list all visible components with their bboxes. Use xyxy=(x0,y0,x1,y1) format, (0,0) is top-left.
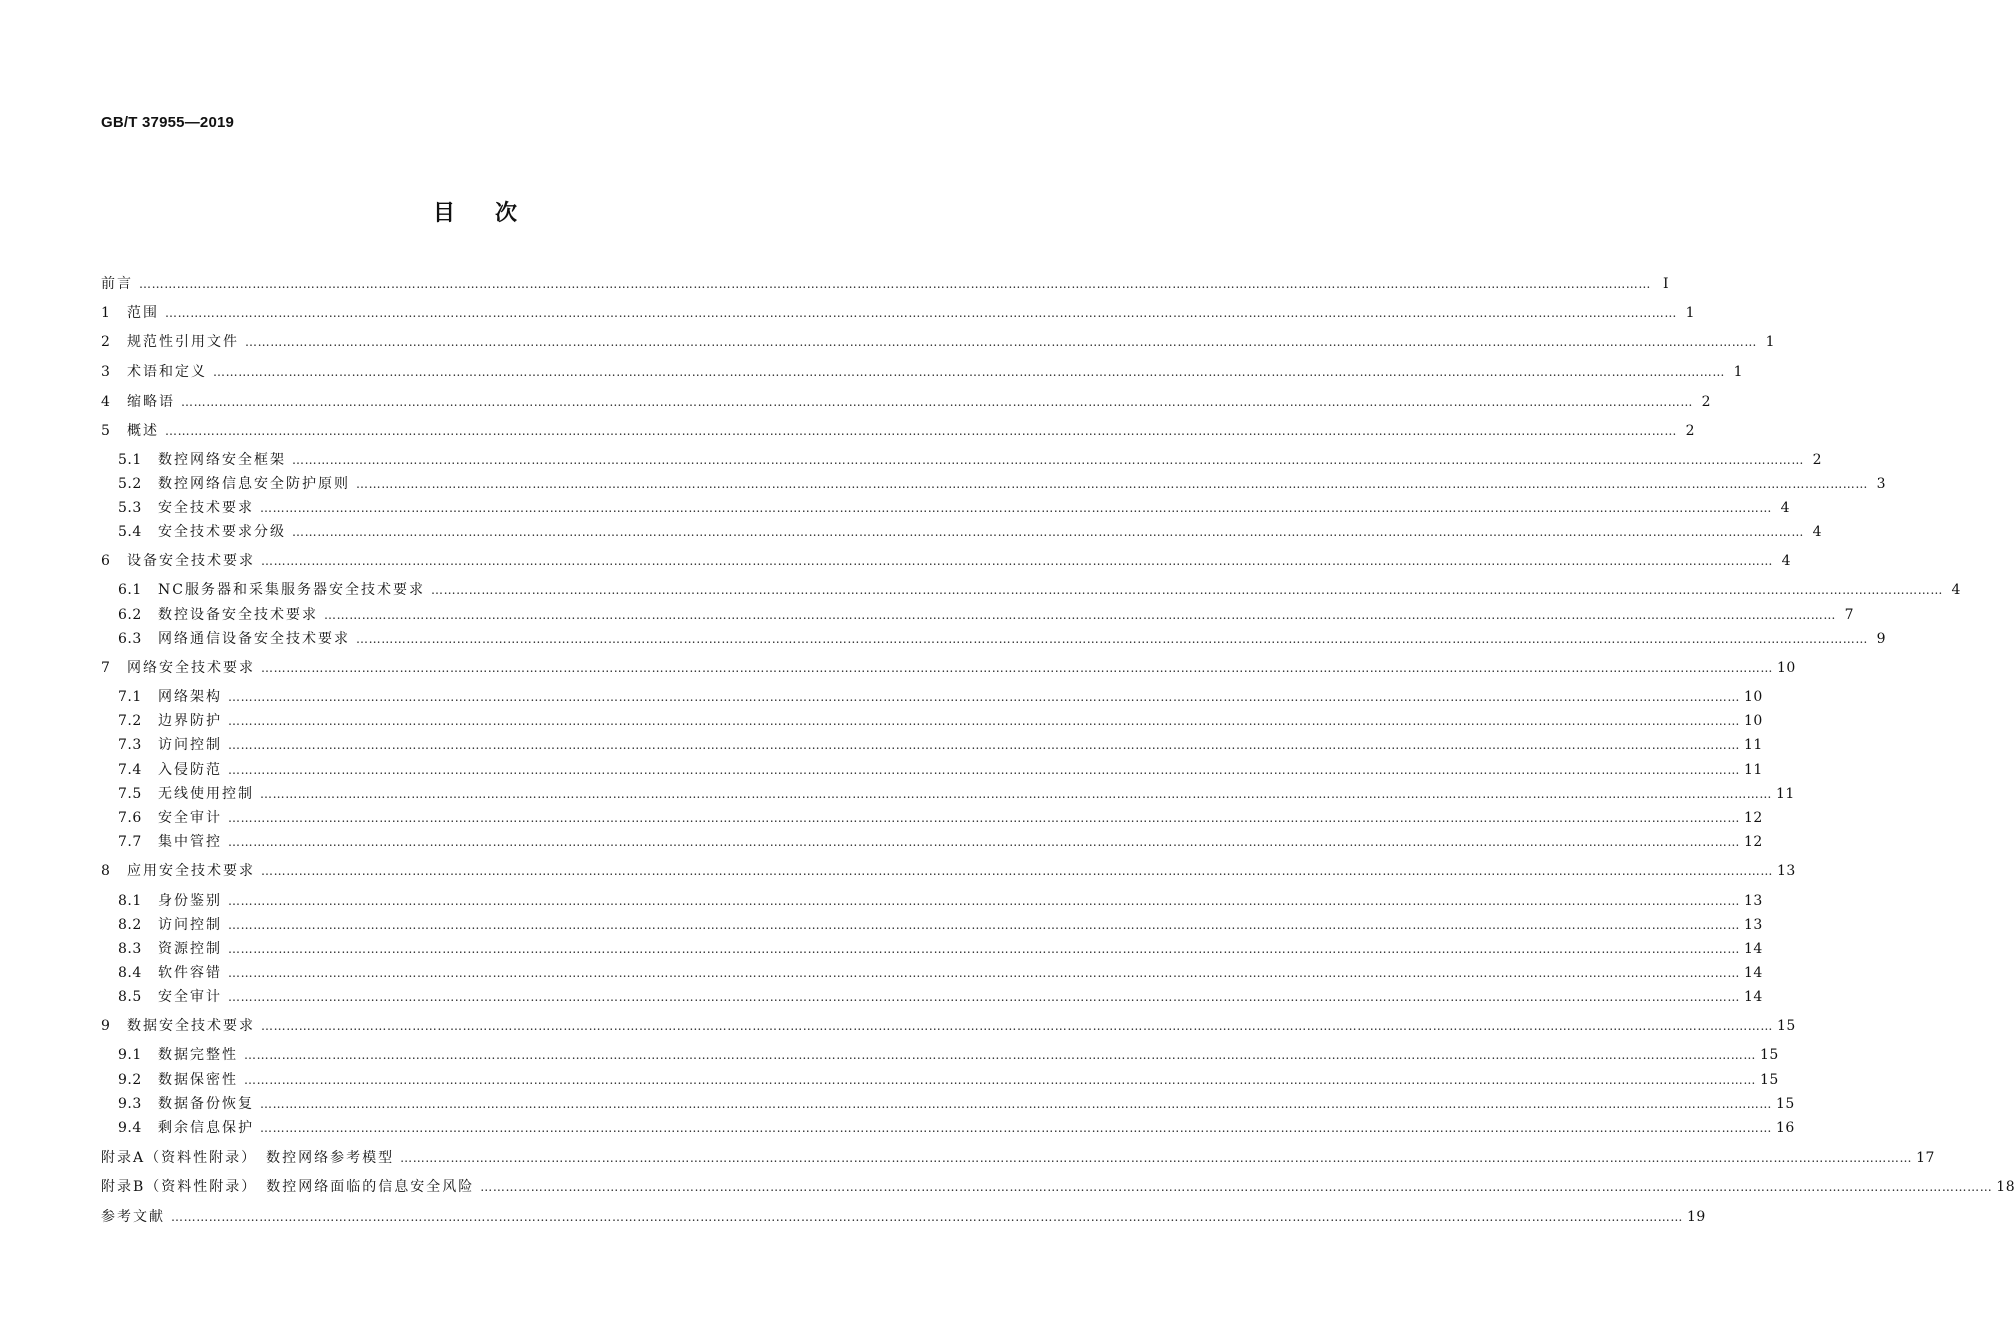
toc-dot-leader: ……………………………………………………………………………………………………………………………………………………………………………………………………………………………………………………………………………………………………………………………… xyxy=(400,1151,1913,1165)
toc-entry[interactable] xyxy=(118,521,1822,543)
toc-entry[interactable] xyxy=(101,1147,1935,1169)
toc-entry-page: 18 xyxy=(1996,1179,2015,1195)
toc-dot-leader: ……………………………………………………………………………………………………………………………………………………………………………………………………………………………………………………………………………………………………………………………… xyxy=(165,424,1677,438)
toc-entry-title: 前言 xyxy=(101,276,133,292)
toc-entry-title: 身份鉴别 xyxy=(158,893,222,909)
toc-entry-title: 数据保密性 xyxy=(158,1072,238,1088)
toc-entry-page: 15 xyxy=(1776,1096,1795,1112)
toc-entry-title: 附录A（资料性附录） 数控网络参考模型 xyxy=(101,1150,395,1166)
toc-entry-title: 软件容错 xyxy=(158,965,222,981)
toc-entry-title: 数控设备安全技术要求 xyxy=(158,607,318,623)
toc-entry-page: 14 xyxy=(1744,989,1763,1005)
toc-entry-number: 8 xyxy=(101,863,111,879)
toc-entry-title: 安全审计 xyxy=(158,989,222,1005)
toc-entry-page: 9 xyxy=(1876,631,1886,647)
toc-dot-leader: ……………………………………………………………………………………………………………………………………………………………………………………………………………………………………………………………………………………………………………………………… xyxy=(228,714,1740,728)
page-title: 目次 xyxy=(432,201,557,226)
toc-entry-page: 1 xyxy=(1765,334,1775,350)
toc-entry-title: 访问控制 xyxy=(158,917,222,933)
toc-dot-leader: ……………………………………………………………………………………………………………………………………………………………………………………………………………………………………………………………………………………………………………………………… xyxy=(228,690,1740,704)
toc-entry-page: 14 xyxy=(1744,941,1763,957)
toc-entry-page: 12 xyxy=(1744,810,1763,826)
toc-entry-number: 3 xyxy=(101,364,111,380)
toc-entry-number: 8.2 xyxy=(118,917,142,933)
toc-entry-title: 参考文献 xyxy=(101,1209,165,1225)
standard-number: GB/T 37955—2019 xyxy=(101,114,235,131)
toc-entry-number: 6.3 xyxy=(118,631,142,647)
toc-dot-leader: ……………………………………………………………………………………………………………………………………………………………………………………………………………………………………………………………………………………………………………………………… xyxy=(228,738,1740,752)
toc-entry-number: 8.1 xyxy=(118,893,142,909)
toc-dot-leader: ……………………………………………………………………………………………………………………………………………………………………………………………………………………………………………………………………………………………………………………………… xyxy=(260,787,1772,801)
toc-entry[interactable] xyxy=(118,962,1763,984)
toc-entry-title: 网络架构 xyxy=(158,689,222,705)
toc-dot-leader: ……………………………………………………………………………………………………………………………………………………………………………………………………………………………………………………………………………………………………………………………… xyxy=(228,990,1740,1004)
toc-entry-number: 7.2 xyxy=(118,713,142,729)
toc-entry-number: 1 xyxy=(101,305,111,321)
toc-entry-page: 13 xyxy=(1744,917,1763,933)
toc-entry[interactable] xyxy=(118,710,1763,732)
toc-entry[interactable] xyxy=(101,860,1796,882)
toc-entry-number: 7.7 xyxy=(118,834,142,850)
toc-entry-page: 4 xyxy=(1812,524,1822,540)
toc-dot-leader: ……………………………………………………………………………………………………………………………………………………………………………………………………………………………………………………………………………………………………………………………… xyxy=(261,554,1773,568)
toc-dot-leader: ……………………………………………………………………………………………………………………………………………………………………………………………………………………………………………………………………………………………………………………………… xyxy=(181,395,1693,409)
toc-entry[interactable] xyxy=(101,1015,1796,1037)
toc-entry-title: 安全技术要求分级 xyxy=(158,524,286,540)
toc-entry-number: 7.5 xyxy=(118,786,142,802)
toc-entry-title: 入侵防范 xyxy=(158,762,222,778)
toc-entry-page: 11 xyxy=(1744,762,1763,778)
toc-entry-page: 15 xyxy=(1777,1018,1796,1034)
toc-dot-leader: ……………………………………………………………………………………………………………………………………………………………………………………………………………………………………………………………………………………………………………………………… xyxy=(244,1073,1756,1087)
toc-entry-number: 7.3 xyxy=(118,737,142,753)
toc-entry[interactable] xyxy=(118,1093,1795,1115)
toc-entry-title: 安全审计 xyxy=(158,810,222,826)
toc-entry-title: 安全技术要求 xyxy=(158,500,254,516)
toc-entry-page: 15 xyxy=(1760,1072,1779,1088)
toc-entry-page: 10 xyxy=(1744,713,1763,729)
toc-entry-number: 5.1 xyxy=(118,452,142,468)
toc-entry[interactable] xyxy=(118,1069,1779,1091)
toc-entry-title: 术语和定义 xyxy=(127,364,207,380)
toc-entry[interactable] xyxy=(101,1176,2015,1198)
toc-entry[interactable] xyxy=(118,938,1763,960)
toc-dot-leader: ……………………………………………………………………………………………………………………………………………………………………………………………………………………………………………………………………………………………………………………………… xyxy=(228,942,1740,956)
toc-entry-title: 资源控制 xyxy=(158,941,222,957)
toc-entry[interactable] xyxy=(118,579,1961,601)
toc-dot-leader: ……………………………………………………………………………………………………………………………………………………………………………………………………………………………………………………………………………………………………………………………… xyxy=(228,966,1740,980)
toc-entry-title: 网络安全技术要求 xyxy=(127,660,255,676)
toc-dot-leader: ……………………………………………………………………………………………………………………………………………………………………………………………………………………………………………………………………………………………………………………………… xyxy=(260,1121,1772,1135)
toc-entry[interactable] xyxy=(118,449,1822,471)
toc-entry-page: 19 xyxy=(1687,1209,1706,1225)
toc-entry-title: 数据完整性 xyxy=(158,1047,238,1063)
toc-entry[interactable] xyxy=(118,831,1763,853)
toc-entry[interactable] xyxy=(118,686,1763,708)
toc-dot-leader: ……………………………………………………………………………………………………………………………………………………………………………………………………………………………………………………………………………………………………………………………… xyxy=(171,1210,1683,1224)
toc-entry-page: 13 xyxy=(1777,863,1796,879)
toc-entry-page: 16 xyxy=(1776,1120,1795,1136)
toc-entry-number: 2 xyxy=(101,334,111,350)
toc-entry-page: Ⅰ xyxy=(1662,276,1669,292)
toc-dot-leader: ……………………………………………………………………………………………………………………………………………………………………………………………………………………………………………………………………………………………………………………………… xyxy=(292,525,1804,539)
toc-entry-page: 11 xyxy=(1744,737,1763,753)
toc-dot-leader: ……………………………………………………………………………………………………………………………………………………………………………………………………………………………………………………………………………………………………………………………… xyxy=(213,365,1725,379)
toc-entry-number: 9.1 xyxy=(118,1047,142,1063)
toc-entry-title: 剩余信息保护 xyxy=(158,1120,254,1136)
toc-entry-number: 9.2 xyxy=(118,1072,142,1088)
toc-entry-number: 6.1 xyxy=(118,582,142,598)
toc-dot-leader: ……………………………………………………………………………………………………………………………………………………………………………………………………………………………………………………………………………………………………………………………… xyxy=(480,1180,1993,1194)
toc-dot-leader: ……………………………………………………………………………………………………………………………………………………………………………………………………………………………………………………………………………………………………………………………… xyxy=(430,583,1943,597)
toc-entry-title: 集中管控 xyxy=(158,834,222,850)
toc-entry[interactable] xyxy=(118,914,1763,936)
toc-entry-page: 2 xyxy=(1701,394,1711,410)
toc-entry-title: 规范性引用文件 xyxy=(127,334,239,350)
toc-dot-leader: ……………………………………………………………………………………………………………………………………………………………………………………………………………………………………………………………………………………………………………………………… xyxy=(324,608,1836,622)
toc-entry-number: 5.4 xyxy=(118,524,142,540)
toc-entry[interactable] xyxy=(101,657,1796,679)
toc-entry-title: 数控网络信息安全防护原则 xyxy=(158,476,350,492)
toc-dot-leader: ……………………………………………………………………………………………………………………………………………………………………………………………………………………………………………………………………………………………………………………………… xyxy=(139,277,1651,291)
toc-dot-leader: ……………………………………………………………………………………………………………………………………………………………………………………………………………………………………………………………………………………………………………………………… xyxy=(228,918,1740,932)
toc-entry[interactable] xyxy=(118,628,1886,650)
toc-entry[interactable] xyxy=(118,604,1854,626)
toc-entry-page: 12 xyxy=(1744,834,1763,850)
toc-entry[interactable] xyxy=(101,331,1775,353)
toc-entry-number: 9.3 xyxy=(118,1096,142,1112)
toc-entry[interactable] xyxy=(101,361,1743,383)
toc-entry-page: 17 xyxy=(1916,1150,1935,1166)
toc-entry-number: 7 xyxy=(101,660,111,676)
toc-dot-leader: ……………………………………………………………………………………………………………………………………………………………………………………………………………………………………………………………………………………………………………………………… xyxy=(261,1019,1773,1033)
toc-entry-number: 5.3 xyxy=(118,500,142,516)
toc-dot-leader: ……………………………………………………………………………………………………………………………………………………………………………………………………………………………………………………………………………………………………………………………… xyxy=(292,453,1804,467)
toc-entry-page: 14 xyxy=(1744,965,1763,981)
toc-entry-title: 访问控制 xyxy=(158,737,222,753)
toc-entry-page: 10 xyxy=(1777,660,1796,676)
toc-dot-leader: ……………………………………………………………………………………………………………………………………………………………………………………………………………………………………………………………………………………………………………………………… xyxy=(245,335,1757,349)
toc-entry-number: 9.4 xyxy=(118,1120,142,1136)
toc-entry-title: 边界防护 xyxy=(158,713,222,729)
toc-dot-leader: ……………………………………………………………………………………………………………………………………………………………………………………………………………………………………………………………………………………………………………………………… xyxy=(261,864,1773,878)
toc-dot-leader: ……………………………………………………………………………………………………………………………………………………………………………………………………………………………………………………………………………………………………………………………… xyxy=(228,811,1740,825)
toc-entry[interactable] xyxy=(118,497,1790,519)
toc-entry-title: 设备安全技术要求 xyxy=(127,553,255,569)
toc-entry-page: 2 xyxy=(1812,452,1822,468)
toc-entry[interactable] xyxy=(101,1206,1706,1228)
toc-entry-title: 数据备份恢复 xyxy=(158,1096,254,1112)
toc-entry-title: 缩略语 xyxy=(127,394,175,410)
toc-entry[interactable] xyxy=(118,986,1763,1008)
toc-entry-title: 网络通信设备安全技术要求 xyxy=(158,631,350,647)
toc-dot-leader: ……………………………………………………………………………………………………………………………………………………………………………………………………………………………………………………………………………………………………………………………… xyxy=(165,306,1677,320)
toc-entry-number: 8.5 xyxy=(118,989,142,1005)
toc-entry-number: 6.2 xyxy=(118,607,142,623)
toc-entry[interactable] xyxy=(118,734,1763,756)
toc-dot-leader: ……………………………………………………………………………………………………………………………………………………………………………………………………………………………………………………………………………………………………………………………… xyxy=(228,763,1740,777)
toc-entry-page: 3 xyxy=(1876,476,1886,492)
toc-entry-number: 8.3 xyxy=(118,941,142,957)
toc-entry[interactable] xyxy=(118,807,1763,829)
toc-entry-title: 数据安全技术要求 xyxy=(127,1018,255,1034)
toc-entry[interactable] xyxy=(118,1117,1795,1139)
toc-dot-leader: ……………………………………………………………………………………………………………………………………………………………………………………………………………………………………………………………………………………………………………………………… xyxy=(261,661,1773,675)
toc-entry[interactable] xyxy=(118,783,1795,805)
toc-entry-page: 1 xyxy=(1733,364,1743,380)
toc-entry-number: 7.1 xyxy=(118,689,142,705)
toc-entry-page: 10 xyxy=(1744,689,1763,705)
toc-entry-number: 4 xyxy=(101,394,111,410)
toc-entry[interactable] xyxy=(118,890,1763,912)
toc-entry-title: 附录B（资料性附录） 数控网络面临的信息安全风险 xyxy=(101,1179,475,1195)
toc-entry-number: 6 xyxy=(101,553,111,569)
toc-entry-number: 5 xyxy=(101,423,111,439)
toc-entry[interactable] xyxy=(101,302,1695,324)
toc-entry-page: 4 xyxy=(1781,553,1791,569)
toc-dot-leader: ……………………………………………………………………………………………………………………………………………………………………………………………………………………………………………………………………………………………………………………………… xyxy=(228,894,1740,908)
toc-entry[interactable] xyxy=(101,273,1669,295)
toc-entry-title: 数控网络安全框架 xyxy=(158,452,286,468)
toc-entry-page: 13 xyxy=(1744,893,1763,909)
toc-entry-title: 概述 xyxy=(127,423,159,439)
toc-entry-title: 应用安全技术要求 xyxy=(127,863,255,879)
toc-entry-page: 4 xyxy=(1780,500,1790,516)
toc-dot-leader: ……………………………………………………………………………………………………………………………………………………………………………………………………………………………………………………………………………………………………………………………… xyxy=(356,632,1868,646)
toc-entry[interactable] xyxy=(118,473,1886,495)
toc-entry-title: 范围 xyxy=(127,305,159,321)
toc-entry-title: 无线使用控制 xyxy=(158,786,254,802)
toc-entry-page: 4 xyxy=(1951,582,1961,598)
toc-entry-number: 8.4 xyxy=(118,965,142,981)
toc-entry[interactable] xyxy=(101,391,1711,413)
toc-entry-number: 7.4 xyxy=(118,762,142,778)
toc-entry-page: 15 xyxy=(1760,1047,1779,1063)
toc-dot-leader: ……………………………………………………………………………………………………………………………………………………………………………………………………………………………………………………………………………………………………………………………… xyxy=(260,1097,1772,1111)
toc-entry-number: 7.6 xyxy=(118,810,142,826)
toc-entry[interactable] xyxy=(118,1044,1779,1066)
toc-entry-number: 5.2 xyxy=(118,476,142,492)
toc-dot-leader: ……………………………………………………………………………………………………………………………………………………………………………………………………………………………………………………………………………………………………………………………… xyxy=(244,1048,1756,1062)
toc-dot-leader: ……………………………………………………………………………………………………………………………………………………………………………………………………………………………………………………………………………………………………………………………… xyxy=(356,477,1868,491)
toc-entry[interactable] xyxy=(101,420,1695,442)
toc-entry-number: 9 xyxy=(101,1018,111,1034)
toc-entry[interactable] xyxy=(101,550,1791,572)
toc-entry-page: 11 xyxy=(1776,786,1795,802)
toc-dot-leader: ……………………………………………………………………………………………………………………………………………………………………………………………………………………………………………………………………………………………………………………………… xyxy=(228,835,1740,849)
toc-entry-page: 2 xyxy=(1685,423,1695,439)
toc-entry-page: 1 xyxy=(1685,305,1695,321)
toc-entry[interactable] xyxy=(118,759,1763,781)
toc-entry-title: NC服务器和采集服务器安全技术要求 xyxy=(158,582,425,598)
toc-entry-page: 7 xyxy=(1844,607,1854,623)
toc-dot-leader: ……………………………………………………………………………………………………………………………………………………………………………………………………………………………………………………………………………………………………………………………… xyxy=(260,501,1772,515)
